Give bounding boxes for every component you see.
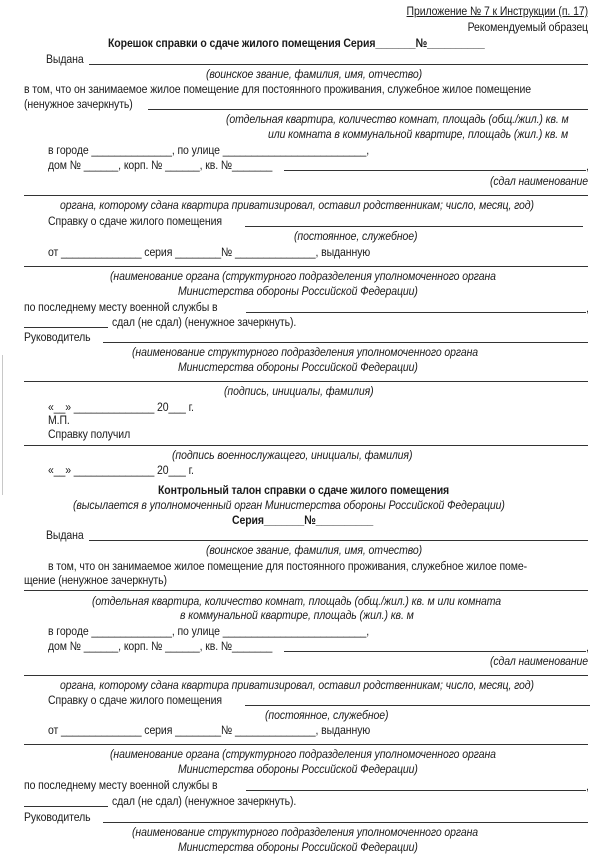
talon-apt-hint-2: в коммунальной квартире, площадь (жил.) кв. м	[180, 608, 414, 622]
stub-last-service-label: по последнему месту военной службы в	[24, 300, 218, 314]
talon-issued-field[interactable]	[89, 540, 588, 541]
stub-strike-note: (ненужное зачеркнуть)	[24, 97, 133, 111]
stub-head-hint-1: (наименование структурного подразделения уполномоченного органа	[132, 345, 479, 359]
appendix-reference: Приложение № 7 к Инструкции (п. 17)	[406, 4, 588, 18]
stub-head-field[interactable]	[103, 342, 588, 343]
stub-certificate-field[interactable]	[245, 226, 583, 227]
stub-recipient-signature-field[interactable]	[24, 445, 588, 446]
comma: ,	[586, 779, 589, 793]
talon-certificate-label: Справку о сдаче жилого помещения	[48, 693, 222, 707]
talon-issued-hint: (воинское звание, фамилия, имя, отчество)	[206, 543, 423, 557]
stub-stamp: М.П.	[48, 413, 70, 427]
comma: ,	[586, 159, 589, 173]
talon-head-hint-2: Министерства обороны Российской Федерации)	[178, 840, 418, 854]
talon-house-line: дом № ______, корп. № ______, кв. №_______	[48, 639, 273, 653]
stub-title: Корешок справки о сдаче жилого помещения Серия_______№__________	[108, 36, 485, 50]
stub-apartment-field[interactable]	[148, 109, 588, 110]
stub-head-hint-2: Министерства обороны Российской Федерации)	[178, 360, 418, 374]
stub-organ-hint-1: (наименование органа (структурного подразделения уполномоченного органа	[110, 269, 496, 283]
talon-title: Контрольный талон справки о сдаче жилого помещения	[158, 483, 450, 497]
talon-handed-hint-1: (сдал наименование	[489, 654, 588, 668]
stub-last-service-field[interactable]	[246, 312, 586, 313]
talon-organ-field[interactable]	[24, 744, 588, 745]
comma: ,	[586, 640, 589, 654]
talon-organ-hint-2: Министерства обороны Российской Федерации)	[178, 762, 418, 776]
stub-date-line: «__» ______________ 20___ г.	[48, 400, 194, 414]
stub-organ-hint-2: Министерства обороны Российской Федерации)	[178, 284, 418, 298]
stub-date2-line: «__» ______________ 20___ г.	[48, 463, 194, 477]
stub-from-line: от ______________ серия ________№ ______________, выданную	[48, 245, 371, 259]
talon-city-street: в городе ______________, по улице _________________________,	[48, 624, 370, 638]
stub-apt-hint-1: (отдельная квартира, количество комнат, площадь (общ./жил.) кв. м	[226, 112, 569, 126]
stub-issued-label: Выдана	[46, 52, 84, 66]
talon-issued-label: Выдана	[46, 528, 84, 542]
talon-apartment-field[interactable]	[24, 590, 588, 591]
talon-handed-blank[interactable]	[24, 806, 108, 807]
stub-handed-blank[interactable]	[24, 327, 108, 328]
talon-about-text-2: щение (ненужное зачеркнуть)	[24, 573, 167, 587]
stub-city-street: в городе ______________, по улице _________________________,	[48, 143, 370, 157]
talon-head-hint-1: (наименование структурного подразделения уполномоченного органа	[132, 825, 479, 839]
stub-house-line: дом № ______, корп. № ______, кв. №_______	[48, 158, 273, 172]
stub-received-label: Справку получил	[48, 427, 131, 441]
stub-organ-field[interactable]	[24, 266, 588, 267]
stub-signature-field[interactable]	[24, 381, 588, 382]
stub-head-label: Руководитель	[24, 330, 91, 344]
talon-series: Серия_______№__________	[232, 513, 374, 527]
stub-apt-hint-2: или комната в коммунальной квартире, площадь (жил.) кв. м	[268, 127, 569, 141]
stub-handed-field[interactable]	[284, 170, 586, 171]
sample-label: Рекомендуемый образец	[467, 20, 588, 34]
talon-last-service-field[interactable]	[246, 790, 586, 791]
stub-handed-hint-2: органа, которому сдана квартира приватизировал, оставил родственникам; число, месяц, год)	[60, 198, 534, 212]
talon-cert-hint: (постоянное, служебное)	[265, 708, 389, 722]
stub-issued-hint: (воинское звание, фамилия, имя, отчество)	[206, 67, 423, 81]
talon-about-text-1: в том, что он занимаемое жилое помещение для постоянного проживания, служебное жилое поме-	[48, 559, 528, 573]
talon-last-service-label: по последнему месту военной службы в	[24, 778, 218, 792]
talon-handed-field[interactable]	[284, 651, 586, 652]
stub-certificate-label: Справку о сдаче жилого помещения	[48, 214, 222, 228]
talon-certificate-field[interactable]	[245, 705, 590, 706]
stub-cert-hint: (постоянное, служебное)	[294, 229, 418, 243]
talon-handed-field-2[interactable]	[24, 675, 588, 676]
stub-issued-field[interactable]	[89, 64, 588, 65]
talon-head-field[interactable]	[103, 822, 588, 823]
stub-handed-field-2[interactable]	[24, 195, 588, 196]
stub-handed-text: сдал (не сдал) (ненужное зачеркнуть).	[112, 315, 297, 329]
talon-head-label: Руководитель	[24, 810, 91, 824]
talon-handed-hint-2: органа, которому сдана квартира приватизировал, оставил родственникам; число, месяц, год)	[60, 678, 534, 692]
stub-handed-hint-1: (сдал наименование	[489, 174, 588, 188]
talon-handed-text: сдал (не сдал) (ненужное зачеркнуть).	[112, 794, 297, 808]
talon-organ-hint-1: (наименование органа (структурного подразделения уполномоченного органа	[110, 747, 496, 761]
comma: ,	[586, 301, 589, 315]
scan-edge	[2, 355, 3, 495]
talon-apt-hint-1: (отдельная квартира, количество комнат, площадь (общ./жил.) кв. м или комната	[92, 594, 502, 608]
stub-recv-hint: (подпись военнослужащего, инициалы, фамилия)	[172, 448, 413, 462]
stub-about-text: в том, что он занимаемое жилое помещение для постоянного проживания, служебное жилое помещение	[24, 82, 532, 96]
talon-subtitle: (высылается в уполномоченный орган Министерства обороны Российской Федерации)	[73, 498, 505, 512]
talon-from-line: от ______________ серия ________№ ______________, выданную	[48, 723, 371, 737]
stub-sign-hint: (подпись, инициалы, фамилия)	[224, 384, 374, 398]
